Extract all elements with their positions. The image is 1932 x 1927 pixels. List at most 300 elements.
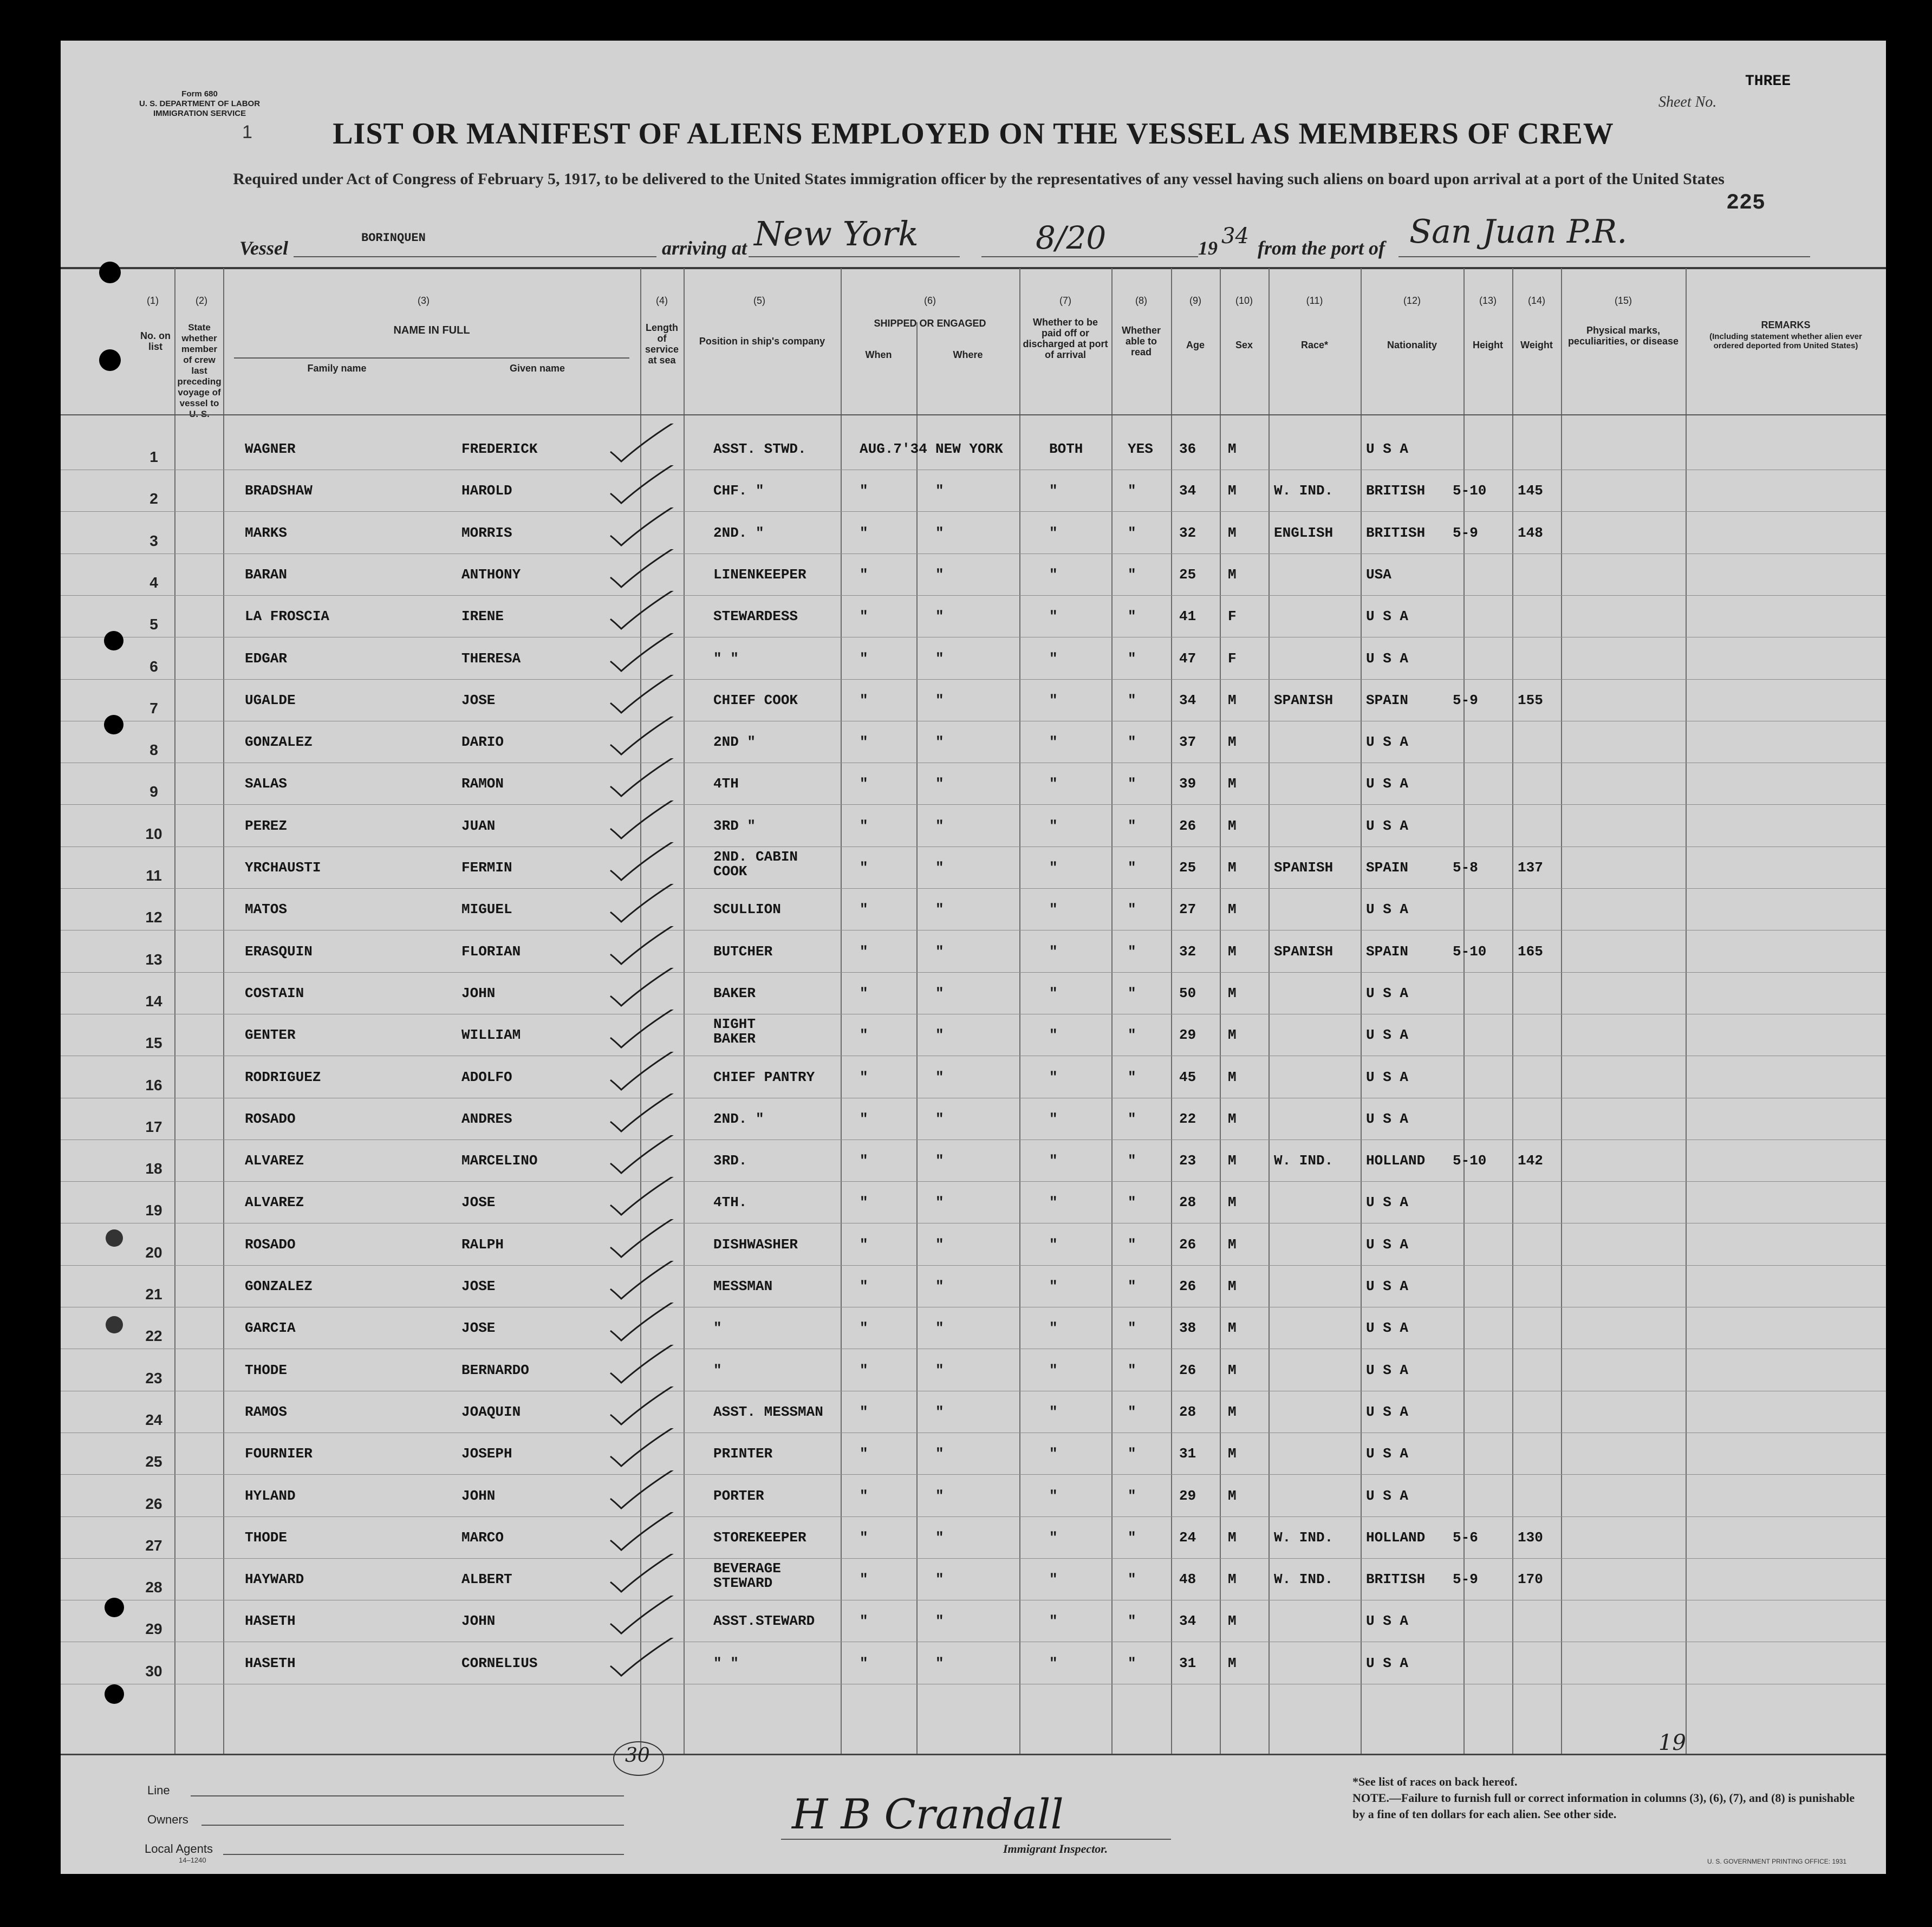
weight-cell: 170 [1518,1571,1543,1588]
age-cell: 50 [1179,985,1196,1001]
nationality-cell: BRITISH [1366,1571,1426,1588]
where-cell: " [935,1613,944,1630]
family-name-cell: GARCIA [245,1320,296,1337]
when-cell: " [860,524,868,541]
age-cell: 38 [1179,1320,1196,1337]
position-cell: ASST. STWD. [713,441,806,457]
paid-off-cell: " [1049,1153,1058,1169]
read-cell: " [1128,943,1136,960]
age-cell: 25 [1179,860,1196,876]
when-cell: " [860,1236,868,1253]
weight-cell: 145 [1518,483,1543,499]
position-cell: 3RD. [713,1153,747,1169]
family-name-cell: BARAN [245,566,288,583]
given-name-cell: BERNARDO [461,1362,529,1378]
age-cell: 31 [1179,1446,1196,1462]
nationality-cell: SPAIN [1366,860,1409,876]
age-cell: 32 [1179,943,1196,960]
line-number-cell: 30 [145,1662,162,1679]
where-cell: " [935,1403,944,1420]
form-number-block [139,89,260,119]
departure-port: San Juan P.R. [1409,213,1628,251]
colnum-6: (6) [924,295,936,306]
nationality-cell: U S A [1366,1278,1409,1294]
punch-hole [104,631,123,650]
heading-name-in-full: NAME IN FULL [393,324,470,336]
line-number-cell: 5 [149,616,158,633]
table-row [61,805,1886,847]
colnum-13: (13) [1479,295,1497,306]
read-cell: " [1128,860,1136,876]
when-cell: " [860,650,868,667]
when-cell: " [860,1320,868,1337]
name-heading-rule [234,357,629,359]
heading-family-name: Family name [307,363,367,374]
where-cell: " [935,1153,944,1169]
nationality-cell: USA [1366,566,1391,583]
sex-cell: M [1228,1194,1237,1211]
colnum-1: (1) [147,295,159,306]
nationality-cell: U S A [1366,1110,1409,1127]
checkmark-icon [602,633,684,676]
position-cell: STEWARDESS [713,608,798,625]
position-cell: ASST. MESSMAN [713,1403,823,1420]
paid-off-cell: " [1049,943,1058,960]
line-number-cell: 29 [145,1620,162,1638]
line-number-cell: 28 [145,1579,162,1596]
read-cell: " [1128,985,1136,1001]
sex-cell: M [1228,1320,1237,1337]
nationality-cell: HOLLAND [1366,1153,1426,1169]
family-name-cell: HAYWARD [245,1571,304,1588]
colnum-2: (2) [196,295,207,306]
paid-off-cell: " [1049,1446,1058,1462]
colnum-9: (9) [1189,295,1201,306]
checkmark-icon [602,1512,684,1555]
when-cell: " [860,1613,868,1630]
sex-cell: M [1228,943,1237,960]
where-cell: " [935,817,944,834]
where-cell: " [935,1320,944,1337]
given-name-cell: CORNELIUS [461,1655,538,1671]
page-count: 19 [1658,1730,1686,1755]
checkmark-icon [602,1052,684,1095]
heading-sex: Sex [1235,340,1253,350]
paid-off-cell: " [1049,1613,1058,1630]
year-prefix: 19 [1198,237,1218,259]
heading-state-whether: State whether member of crew last preceding voyage of vessel to [177,322,222,408]
where-cell: " [935,1446,944,1462]
sex-cell: M [1228,1403,1237,1420]
where-cell: " [935,734,944,751]
line-underline [191,1795,624,1796]
nationality-cell: U S A [1366,1236,1409,1253]
sheet-no-value: THREE [1745,73,1791,90]
family-name-cell: FOURNIER [245,1446,313,1462]
table-row [61,1140,1886,1182]
given-name-cell: ANTHONY [461,566,521,583]
given-name-cell: JOSE [461,692,496,708]
height-cell: 5-8 [1453,860,1478,876]
family-name-cell: RODRIGUEZ [245,1069,321,1085]
heading-able-read: Whether able to read [1122,325,1161,357]
where-cell: " [935,1487,944,1504]
weight-cell: 142 [1518,1153,1543,1169]
nationality-cell: U S A [1366,650,1409,667]
heading-weight: Weight [1520,340,1553,350]
position-cell: BUTCHER [713,943,773,960]
nationality-cell: U S A [1366,1613,1409,1630]
age-cell: 29 [1179,1487,1196,1504]
manifest-sheet [61,41,1886,1874]
when-cell: AUG.7'34 [860,441,927,457]
given-name-cell: JOSEPH [461,1446,512,1462]
family-name-cell: ROSADO [245,1110,296,1127]
colnum-5: (5) [753,295,765,306]
penalty-note: NOTE.—Failure to furnish full or correct information in columns (3), (6), (7), and (8) is punishable by a fine of ten dollars for each alien. See other side. [1352,1791,1855,1821]
given-name-cell: JOSE [461,1194,496,1211]
year-suffix: 34 [1221,224,1249,249]
colnum-12: (12) [1403,295,1421,306]
read-cell: " [1128,608,1136,625]
paid-off-cell: " [1049,1655,1058,1671]
checkmark-icon [602,1135,684,1179]
family-name-cell: ALVAREZ [245,1194,304,1211]
given-name-cell: RAMON [461,776,504,792]
line-number-cell: 3 [149,532,158,549]
heading-where: Where [953,349,983,360]
read-cell: " [1128,1571,1136,1588]
agents-underline [223,1854,624,1855]
family-name-cell: PEREZ [245,817,288,834]
position-cell: 4TH [713,776,739,792]
paid-off-cell: " [1049,650,1058,667]
where-cell: " [935,692,944,708]
footer-owners-label: Owners [147,1813,188,1826]
family-name-cell: ALVAREZ [245,1153,304,1169]
line-number-cell: 7 [149,699,158,717]
given-name-cell: MORRIS [461,524,512,541]
age-cell: 29 [1179,1027,1196,1044]
when-cell: " [860,1027,868,1044]
paid-off-cell: " [1049,1403,1058,1420]
colnum-8: (8) [1135,295,1147,306]
sex-cell: M [1228,441,1237,457]
height-cell: 5-9 [1453,1571,1478,1588]
checkmark-icon [602,800,684,844]
races-note: *See list of races on back hereof. [1352,1775,1518,1788]
punch-hole [105,1598,124,1617]
service-name: IMMIGRATION SERVICE [153,109,246,118]
table-row [61,721,1886,763]
table-row [61,1516,1886,1559]
footer-line-label: Line [147,1783,170,1797]
line-number-cell: 2 [149,490,158,507]
table-row [61,1098,1886,1140]
line-number-cell: 25 [145,1453,162,1470]
punch-hole [106,1229,123,1247]
age-cell: 47 [1179,650,1196,667]
paid-off-cell: " [1049,985,1058,1001]
heading-shipped: SHIPPED OR ENGAGED [874,318,986,329]
checkmark-icon [602,465,684,509]
sex-cell: M [1228,1487,1237,1504]
arrival-date: 8/20 [1036,219,1107,256]
given-name-cell: FERMIN [461,860,512,876]
position-cell: " [713,1362,722,1378]
read-cell: " [1128,901,1136,918]
read-cell: " [1128,817,1136,834]
given-name-cell: JOHN [461,985,496,1001]
heading-physical: Physical marks, peculiarities, or disease [1567,325,1679,347]
age-cell: 27 [1179,901,1196,918]
line-number-cell: 20 [145,1244,162,1261]
position-cell: " [713,1320,722,1337]
nationality-cell: U S A [1366,1362,1409,1378]
line-number-cell: 15 [145,1034,162,1052]
position-cell: 4TH. [713,1194,747,1211]
checkmark-icon [602,1093,684,1137]
where-cell: " [935,1236,944,1253]
sex-cell: M [1228,776,1237,792]
line-number-cell: 4 [149,574,158,591]
when-cell: " [860,943,868,960]
position-cell: STOREKEEPER [713,1529,806,1546]
position-cell: 2ND " [713,734,756,751]
when-cell: " [860,776,868,792]
nationality-cell: U S A [1366,1194,1409,1211]
page-mark: 1 [242,122,252,142]
line-number-cell: 8 [149,741,158,759]
given-name-cell: ANDRES [461,1110,512,1127]
paid-off-cell: " [1049,1236,1058,1253]
line-number-cell: 1 [149,448,158,465]
heading-length-service: Length of service at sea [645,322,679,366]
when-cell: " [860,1403,868,1420]
header-rule [61,267,1886,269]
paid-off-cell: " [1049,1194,1058,1211]
form-code: 14–1240 [179,1856,206,1864]
sex-cell: M [1228,860,1237,876]
checkmark-icon [602,926,684,969]
nationality-cell: U S A [1366,1487,1409,1504]
read-cell: " [1128,1320,1136,1337]
given-name-cell: ALBERT [461,1571,512,1588]
family-name-cell: GONZALEZ [245,734,313,751]
given-name-cell: THERESA [461,650,521,667]
where-cell: " [935,650,944,667]
nationality-cell: BRITISH [1366,483,1426,499]
signature-underline [781,1839,1171,1840]
table-row [61,512,1886,554]
sex-cell: M [1228,1362,1237,1378]
inspector-label: Immigrant Inspector. [1003,1842,1108,1856]
paid-off-cell: " [1049,860,1058,876]
given-name-cell: MIGUEL [461,901,512,918]
line-number-cell: 27 [145,1537,162,1554]
position-cell: BAKER [713,985,756,1001]
sex-cell: M [1228,1027,1237,1044]
age-cell: 31 [1179,1655,1196,1671]
paid-off-cell: " [1049,776,1058,792]
sex-cell: M [1228,1446,1237,1462]
read-cell: " [1128,524,1136,541]
given-name-cell: ADOLFO [461,1069,512,1085]
family-name-cell: WAGNER [245,441,296,457]
line-number-cell: 24 [145,1411,162,1428]
table-row [61,1056,1886,1098]
when-cell: " [860,734,868,751]
position-cell: ASST.STEWARD [713,1613,815,1630]
paid-off-cell: " [1049,1320,1058,1337]
family-name-cell: SALAS [245,776,288,792]
paid-off-cell: " [1049,1487,1058,1504]
paid-off-cell: " [1049,1278,1058,1294]
where-cell: " [935,1571,944,1588]
where-cell: " [935,901,944,918]
footer-agents-label: Local Agents [145,1842,213,1856]
checkmark-icon [602,758,684,802]
read-cell: " [1128,776,1136,792]
line-number-cell: 16 [145,1076,162,1093]
table-bottom-rule [61,1754,1886,1755]
line-number-cell: 12 [145,909,162,926]
punch-hole [99,349,121,371]
where-cell: " [935,566,944,583]
position-cell: SCULLION [713,901,781,918]
nationality-cell: SPAIN [1366,692,1409,708]
paid-off-cell: " [1049,817,1058,834]
family-name-cell: ERASQUIN [245,943,313,960]
race-cell: SPANISH [1274,692,1333,708]
line-number-cell: 17 [145,1118,162,1135]
checkmark-icon [602,1470,684,1514]
family-name-cell: EDGAR [245,650,288,667]
table-row [61,428,1886,470]
family-name-cell: GENTER [245,1027,296,1044]
checkmark-icon [602,1638,684,1681]
family-name-cell: COSTAIN [245,985,304,1001]
read-cell: " [1128,483,1136,499]
read-cell: " [1128,1027,1136,1044]
paid-off-cell: " [1049,483,1058,499]
checkmark-icon [602,1596,684,1639]
table-row [61,554,1886,596]
read-cell: " [1128,1069,1136,1085]
nationality-cell: U S A [1366,734,1409,751]
punch-hole [106,1316,123,1333]
colnum-14: (14) [1527,295,1545,306]
table-row [61,470,1886,512]
height-cell: 5-6 [1453,1529,1478,1546]
sex-cell: M [1228,566,1237,583]
printer-line: U. S. GOVERNMENT PRINTING OFFICE: 1931 [1707,1858,1847,1865]
read-cell: " [1128,1194,1136,1211]
race-cell: W. IND. [1274,1529,1333,1546]
family-name-cell: LA FROSCIA [245,608,330,625]
table-row [61,1014,1886,1056]
colnum-3: (3) [418,295,430,306]
checkmark-icon [602,1303,684,1346]
where-cell: " [935,1655,944,1671]
given-name-cell: DARIO [461,734,504,751]
paid-off-cell: " [1049,608,1058,625]
nationality-cell: SPAIN [1366,943,1409,960]
where-cell: " [935,1194,944,1211]
heading-remarks: REMARKS [1761,320,1811,330]
where-cell: " [935,1110,944,1127]
when-cell: " [860,1153,868,1169]
when-cell: " [860,692,868,708]
when-cell: " [860,1571,868,1588]
nationality-cell: U S A [1366,1320,1409,1337]
table-row [61,972,1886,1014]
checkmark-icon [602,1177,684,1220]
department-name: U. S. DEPARTMENT OF LABOR [139,99,261,108]
line-number-cell: 10 [145,825,162,842]
given-name-cell: WILLIAM [461,1027,521,1044]
height-cell: 5-10 [1453,483,1487,499]
total-mark: 30 [625,1744,650,1767]
given-name-cell: JOHN [461,1487,496,1504]
sex-cell: M [1228,734,1237,751]
read-cell: YES [1128,441,1153,457]
paid-off-cell: " [1049,1529,1058,1546]
sex-cell: M [1228,1153,1237,1169]
where-cell: " [935,524,944,541]
age-cell: 28 [1179,1403,1196,1420]
paid-off-cell: " [1049,1571,1058,1588]
given-name-cell: MARCO [461,1529,504,1546]
given-name-cell: JOSE [461,1278,496,1294]
age-cell: 36 [1179,441,1196,457]
sex-cell: M [1228,524,1237,541]
table-row [61,1181,1886,1223]
where-cell: " [935,1529,944,1546]
read-cell: " [1128,650,1136,667]
age-cell: 26 [1179,817,1196,834]
position-cell: 2ND. " [713,1110,764,1127]
sex-cell: M [1228,985,1237,1001]
sex-cell: M [1228,1278,1237,1294]
heading-race: Race* [1300,340,1329,350]
paid-off-cell: " [1049,1069,1058,1085]
paid-off-cell: " [1049,1027,1058,1044]
position-cell: DISHWASHER [713,1236,798,1253]
read-cell: " [1128,566,1136,583]
colnum-10: (10) [1235,295,1253,306]
vessel-underline [294,256,656,257]
table-row [61,1600,1886,1642]
race-cell: W. IND. [1274,1571,1333,1588]
read-cell: " [1128,1529,1136,1546]
position-cell: 2ND. CABIN COOK [713,849,798,880]
position-cell: 2ND. " [713,524,764,541]
checkmark-icon [602,591,684,634]
where-cell: " [935,1278,944,1294]
sex-cell: M [1228,483,1237,499]
heading-age: Age [1186,340,1205,350]
race-cell: W. IND. [1274,1153,1333,1169]
age-cell: 25 [1179,566,1196,583]
height-cell: 5-10 [1453,943,1487,960]
age-cell: 23 [1179,1153,1196,1169]
checkmark-icon [602,842,684,886]
read-cell: " [1128,1362,1136,1378]
read-cell: " [1128,1487,1136,1504]
when-cell: " [860,608,868,625]
when-cell: " [860,860,868,876]
